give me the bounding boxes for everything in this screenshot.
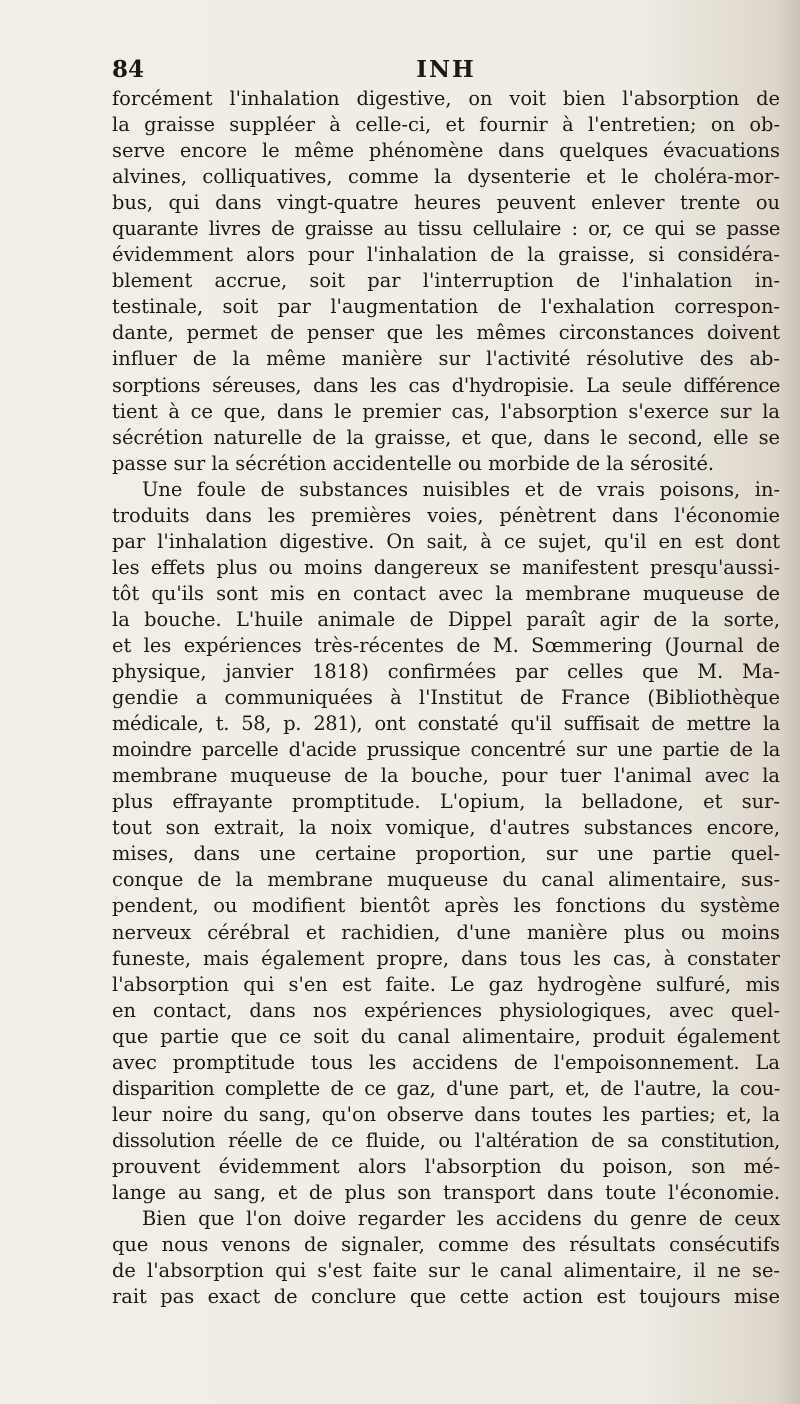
text-line: Bien que l'on doive regarder les accidens du genre de ceux [142,1207,780,1231]
text-line: bus, qui dans vingt-quatre heures peuvent enlever trente ou [112,191,780,215]
text-line: alvines, colliquatives, comme la dysenterie et le choléra-mor- [112,165,780,189]
text-line: évidemment alors pour l'inhalation de la graisse, si considéra- [112,243,780,267]
text-line: nerveux cérébral et rachidien, d'une manière plus ou moins [112,920,780,944]
text-line: physique, janvier 1818) confirmées par celles que M. Ma- [112,660,780,684]
text-line: disparition complette de ce gaz, d'une part, et, de l'autre, la cou- [112,1076,780,1100]
text-line: que partie que ce soit du canal alimentaire, produit également [112,1024,780,1048]
text-line: les effets plus ou moins dangereux se manifestent presqu'aussi- [112,555,780,579]
text-line: pendent, ou modifient bientôt après les fonctions du système [112,894,780,918]
text-line: tout son extrait, la noix vomique, d'autres substances encore, [112,816,780,840]
text-line: funeste, mais également propre, dans tous les cas, à constater [112,946,780,970]
text-line: troduits dans les premières voies, pénètrent dans l'économie [112,503,780,527]
text-line: sécrétion naturelle de la graisse, et que, dans le second, elle se [112,425,780,449]
text-line: dissolution réelle de ce fluide, ou l'altération de sa constitution, [112,1128,780,1152]
text-line: lange au sang, et de plus son transport dans toute l'économie. [112,1180,780,1204]
text-line: passe sur la sécrétion accidentelle ou morbide de la sérosité. [112,451,715,475]
text-line: plus effrayante promptitude. L'opium, la belladone, et sur- [112,790,780,814]
text-line: moindre parcelle d'acide prussique concentré sur une partie de la [112,738,780,762]
text-line: rait pas exact de conclure que cette action est toujours mise [112,1285,780,1309]
text-line: blement accrue, soit par l'interruption de l'inhalation in- [112,269,780,293]
text-line: dante, permet de penser que les mêmes circonstances doivent [112,321,780,345]
text-line: tient à ce que, dans le premier cas, l'absorption s'exerce sur la [112,399,780,423]
text-line: par l'inhalation digestive. On sait, à ce sujet, qu'il en est dont [112,529,780,553]
text-line: forcément l'inhalation digestive, on voit bien l'absorption de [112,87,780,110]
page-header [112,56,780,86]
text-line: membrane muqueuse de la bouche, pour tuer l'animal avec la [112,764,780,788]
text-line: testinale, soit par l'augmentation de l'exhalation correspon- [112,295,780,319]
text-line: quarante livres de graisse au tissu cellulaire : or, ce qui se passe [112,217,780,241]
page-number: 84 [112,56,145,83]
text-line: mises, dans une certaine proportion, sur une partie quel- [112,842,780,866]
body-text [112,86,780,1310]
text-line: en contact, dans nos expériences physiologiques, avec quel- [112,998,780,1022]
text-line: médicale, t. 58, p. 281), ont constaté qu'il suffisait de mettre la [112,712,780,736]
text-line: sorptions séreuses, dans les cas d'hydropisie. La seule différence [112,373,780,397]
text-line: tôt qu'ils sont mis en contact avec la membrane muqueuse de [112,581,780,605]
text-line: et les expériences très-récentes de M. Sœmmering (Journal de [112,633,780,657]
text-line: la bouche. L'huile animale de Dippel paraît agir de la sorte, [112,607,780,631]
text-line: conque de la membrane muqueuse du canal alimentaire, sus- [112,868,780,892]
text-line: la graisse suppléer à celle-ci, et fournir à l'entretien; on ob- [112,113,780,137]
text-line: prouvent évidemment alors l'absorption du poison, son mé- [112,1154,780,1178]
text-line: de l'absorption qui s'est faite sur le canal alimentaire, il ne se- [112,1259,780,1283]
text-line: Une foule de substances nuisibles et de vrais poisons, in- [142,477,780,501]
text-line: l'absorption qui s'en est faite. Le gaz hydrogène sulfuré, mis [112,972,780,996]
text-line: influer de la même manière sur l'activité résolutive des ab- [112,347,780,371]
text-line: avec promptitude tous les accidens de l'empoisonnement. La [112,1050,780,1074]
text-line: que nous venons de signaler, comme des résultats consécutifs [112,1233,780,1257]
text-line: serve encore le même phénomène dans quelques évacuations [112,139,780,163]
text-line: gendie a communiquées à l'Institut de France (Bibliothèque [112,686,780,710]
running-head: INH [416,56,476,83]
text-line: leur noire du sang, qu'on observe dans toutes les parties; et, la [112,1102,780,1126]
